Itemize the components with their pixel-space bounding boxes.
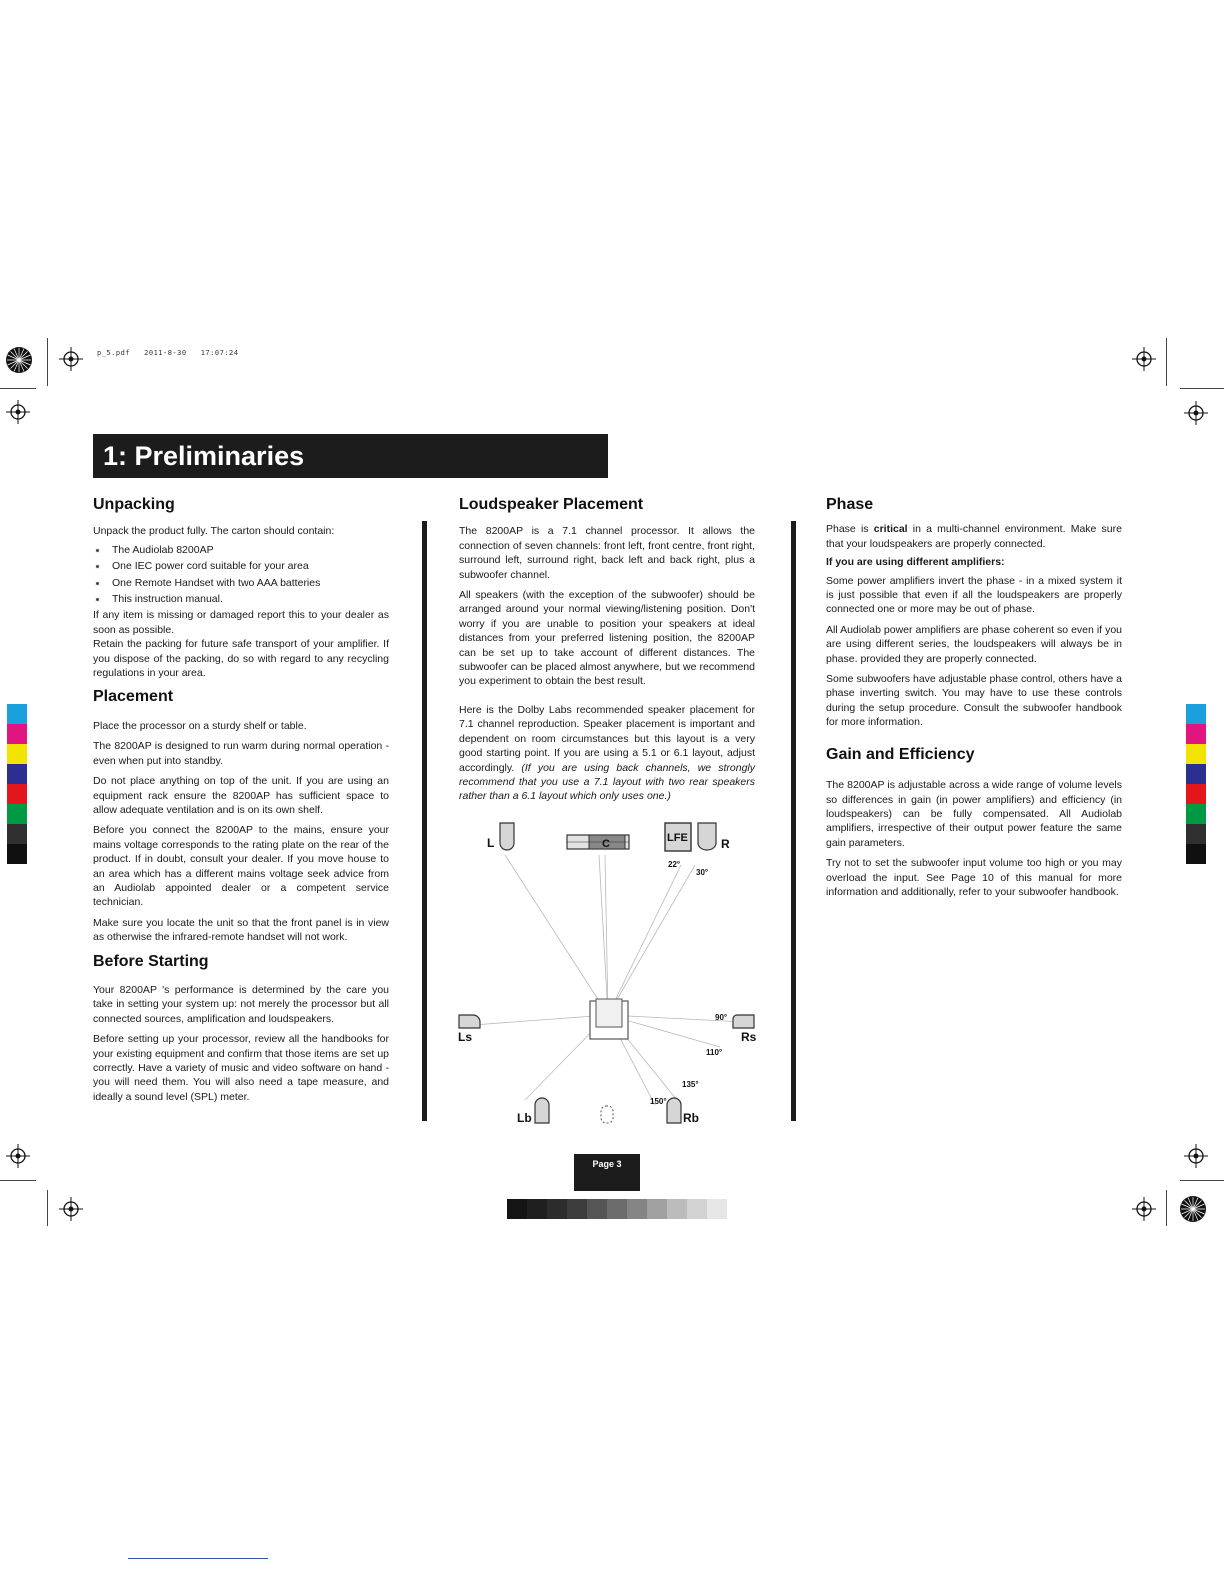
label-rb: Rb bbox=[683, 1111, 699, 1125]
crosshair-icon bbox=[59, 347, 83, 371]
gray-swatch bbox=[547, 1199, 567, 1219]
crop-line bbox=[47, 338, 48, 386]
gray-swatch bbox=[507, 1199, 527, 1219]
gray-swatch bbox=[707, 1199, 727, 1219]
loudspeaker-italic-note: (If you are using back channels, we strongly recommend that you use a 7.1 layout with two rear speakers rather than a 6.1 layout which only uses one.) bbox=[459, 761, 756, 803]
phase-paragraph: All Audiolab power amplifiers are phase coherent so even if you are using different series, the loudspeakers will always be in phase. provided they are properly connected. bbox=[826, 623, 1122, 665]
gray-swatch bbox=[647, 1199, 667, 1219]
placement-paragraph: Place the processor on a sturdy shelf or table. bbox=[93, 719, 307, 732]
speaker-centre bbox=[567, 835, 629, 849]
sight-lines bbox=[473, 855, 745, 1105]
color-swatch bbox=[1186, 804, 1206, 824]
color-swatch bbox=[1186, 744, 1206, 764]
before-starting-paragraph: Before setting up your processor, review all the handbooks for your existing equipment and confirm that those items are set up correctly. Have a variety of music and video software on hand - you will need them. You will also need a tape measure, and ideally a sound level (SPL) meter. bbox=[93, 1033, 389, 1103]
color-swatch bbox=[1186, 764, 1206, 784]
phase-subheading: If you are using different amplifiers: bbox=[826, 556, 1005, 569]
placement-heading: Placement bbox=[93, 688, 174, 706]
gray-swatch bbox=[607, 1199, 627, 1219]
page-title: 1: Preliminaries bbox=[93, 434, 608, 478]
registration-starburst-icon bbox=[1178, 1194, 1208, 1224]
column-divider bbox=[791, 521, 796, 1121]
crop-line bbox=[47, 1190, 48, 1226]
speaker-placement-diagram bbox=[455, 815, 765, 1130]
crop-line bbox=[0, 388, 36, 389]
contents-list bbox=[93, 543, 389, 607]
speaker-right bbox=[698, 823, 716, 850]
angle-90: 90° bbox=[715, 1013, 728, 1022]
listener-seat bbox=[590, 999, 628, 1039]
before-starting-paragraph: Your 8200AP 's performance is determined by the care you take in setting your system up: not merely the processor but all connected sources, amplification and loudspeakers. bbox=[93, 983, 389, 1025]
crosshair-icon bbox=[1132, 1197, 1156, 1221]
speaker-back-right bbox=[667, 1098, 681, 1123]
crop-line bbox=[1166, 1190, 1167, 1226]
crop-line bbox=[1180, 388, 1224, 389]
phase-paragraph: Some power amplifiers invert the phase - in a mixed system it is just possible that even if all the loudspeakers are properly connected one or more may be out of phase. bbox=[826, 574, 1122, 616]
label-lb: Lb bbox=[517, 1111, 532, 1125]
label-rs: Rs bbox=[741, 1030, 757, 1044]
crosshair-icon bbox=[1132, 347, 1156, 371]
crosshair-icon bbox=[1184, 401, 1208, 425]
crop-line bbox=[1180, 1180, 1224, 1181]
gray-swatch bbox=[667, 1199, 687, 1219]
placement-paragraph: Do not place anything on top of the unit. If you are using an equipment rack ensure the 8200AP has sufficient space to allow adequate ventilation and is on its own shelf. bbox=[93, 775, 389, 816]
gain-heading: Gain and Efficiency bbox=[826, 745, 975, 763]
phase-text: in a multi-channel environment. Make sure that your loudspeakers are properly connected. bbox=[826, 523, 1122, 550]
color-bar-right bbox=[1186, 704, 1206, 864]
color-swatch bbox=[7, 744, 27, 764]
color-swatch bbox=[1186, 824, 1206, 844]
angle-150: 150° bbox=[650, 1097, 667, 1106]
color-bar-left bbox=[7, 704, 27, 864]
footer-underline bbox=[128, 1558, 268, 1559]
registration-starburst-icon bbox=[4, 345, 34, 375]
color-swatch bbox=[7, 764, 27, 784]
column-middle bbox=[459, 498, 755, 810]
phase-paragraph: Some subwoofers have adjustable phase control, others have a phase inverting switch. You may have to use these controls during the setup procedure. Consult the subwoofer handbook for more information. bbox=[826, 673, 1122, 729]
label-ls: Ls bbox=[458, 1030, 473, 1044]
color-swatch bbox=[1186, 724, 1206, 744]
speaker-surround-left bbox=[459, 1015, 480, 1028]
label-lfe: LFE bbox=[667, 832, 688, 844]
angle-135: 135° bbox=[682, 1080, 699, 1089]
speaker-back-left bbox=[535, 1098, 549, 1123]
angle-30: 30° bbox=[696, 868, 709, 877]
color-swatch bbox=[1186, 784, 1206, 804]
color-swatch bbox=[7, 784, 27, 804]
page-number: Page 3 bbox=[574, 1154, 640, 1191]
crop-line bbox=[1166, 338, 1167, 386]
phase-emphasis: critical bbox=[873, 523, 908, 536]
crop-line bbox=[0, 1180, 36, 1181]
phase-heading: Phase bbox=[826, 496, 874, 513]
unpacking-paragraph: If any item is missing or damaged report this to your dealer as soon as possible. bbox=[93, 609, 389, 636]
crosshair-icon bbox=[1184, 1144, 1208, 1168]
loudspeaker-paragraph bbox=[459, 703, 755, 804]
list-item: This instruction manual. bbox=[93, 592, 389, 606]
placement-paragraph: Before you connect the 8200AP to the mains, ensure your mains voltage corresponds to the rating plate on the rear of the product. If in doubt, consult your dealer. If you move house to an area which has a different mains voltage seek advice from an Audiolab appointed dealer or a competent service technician. bbox=[93, 824, 389, 909]
unpacking-intro: Unpack the product fully. The carton should contain: bbox=[93, 525, 335, 538]
speaker-surround-right bbox=[733, 1015, 754, 1028]
speaker-left bbox=[500, 823, 514, 850]
list-item: The Audiolab 8200AP bbox=[93, 543, 389, 557]
color-swatch bbox=[1186, 704, 1206, 724]
color-swatch bbox=[7, 824, 27, 844]
loudspeaker-heading: Loudspeaker Placement bbox=[459, 496, 644, 513]
loudspeaker-paragraph: All speakers (with the exception of the subwoofer) should be arranged around your normal viewing/listening position. Don't worry if you are unable to position your speakers at ideal distances from your preferred listening position, the 8200AP can be set up to take account of different distances. The subwoofer can be placed almost anywhere, but we recommend you experiment to obtain the best result. bbox=[459, 589, 755, 688]
list-item: One Remote Handset with two AAA batteries bbox=[93, 576, 389, 590]
placement-paragraph: Make sure you locate the unit so that the front panel is in view as otherwise the infrared-remote handset will not work. bbox=[93, 916, 389, 944]
gray-swatch bbox=[587, 1199, 607, 1219]
gray-swatch bbox=[627, 1199, 647, 1219]
file-info: p_5.pdf 2011-8-30 17:07:24 bbox=[97, 349, 239, 357]
gain-paragraph: The 8200AP is adjustable across a wide range of volume levels so differences in gain (in power amplifiers) and efficiency (in loudspeakers) can be fully compensated. All Audiolab amplifiers, irrespective of their output power feature the same gain parameters. bbox=[826, 779, 1122, 849]
color-swatch bbox=[7, 804, 27, 824]
color-swatch bbox=[7, 844, 27, 864]
gray-swatch bbox=[527, 1199, 547, 1219]
column-divider bbox=[422, 521, 427, 1121]
column-right bbox=[826, 498, 1122, 905]
label-r: R bbox=[721, 837, 730, 851]
label-c: C bbox=[602, 838, 610, 850]
color-swatch bbox=[1186, 844, 1206, 864]
label-l: L bbox=[487, 836, 495, 850]
placement-paragraph: The 8200AP is designed to run warm during normal operation - even when put into standby. bbox=[93, 740, 389, 767]
list-item: One IEC power cord suitable for your area bbox=[93, 559, 389, 573]
phase-paragraph bbox=[826, 522, 1122, 551]
before-starting-heading: Before Starting bbox=[93, 952, 209, 970]
phase-text: Phase is bbox=[826, 523, 874, 536]
column-left bbox=[93, 498, 389, 1110]
unpacking-paragraph: Retain the packing for future safe transport of your amplifier. If you dispose of the packing, do so with regard to any recycling regulations in your area. bbox=[93, 638, 389, 680]
speaker-back-centre-optional bbox=[601, 1106, 613, 1123]
loudspeaker-text: Here is the Dolby Labs recommended speaker placement for 7.1 channel reproduction. Speaker placement is important and dependent on room circumstances but this layout is a very good starting point. If you are using a 5.1 or 6.1 layout, adjust accordingly. bbox=[459, 703, 755, 774]
color-swatch bbox=[7, 704, 27, 724]
crosshair-icon bbox=[59, 1197, 83, 1221]
loudspeaker-paragraph: The 8200AP is a 7.1 channel processor. It allows the connection of seven channels: front left, front centre, front right, surround left, surround right, back left and back right, plus a subwoofer channel. bbox=[459, 525, 755, 581]
color-swatch bbox=[7, 724, 27, 744]
crosshair-icon bbox=[6, 1144, 30, 1168]
crosshair-icon bbox=[6, 400, 30, 424]
gain-paragraph: Try not to set the subwoofer input volume too high or you may overload the input. See Page 10 of this manual for more information and additionally, refer to your subwoofer handbook. bbox=[826, 857, 1122, 898]
angle-110: 110° bbox=[706, 1048, 723, 1057]
grayscale-calibration-strip bbox=[507, 1199, 727, 1219]
gray-swatch bbox=[687, 1199, 707, 1219]
gray-swatch bbox=[567, 1199, 587, 1219]
unpacking-heading: Unpacking bbox=[93, 496, 175, 513]
angle-22: 22° bbox=[668, 860, 681, 869]
